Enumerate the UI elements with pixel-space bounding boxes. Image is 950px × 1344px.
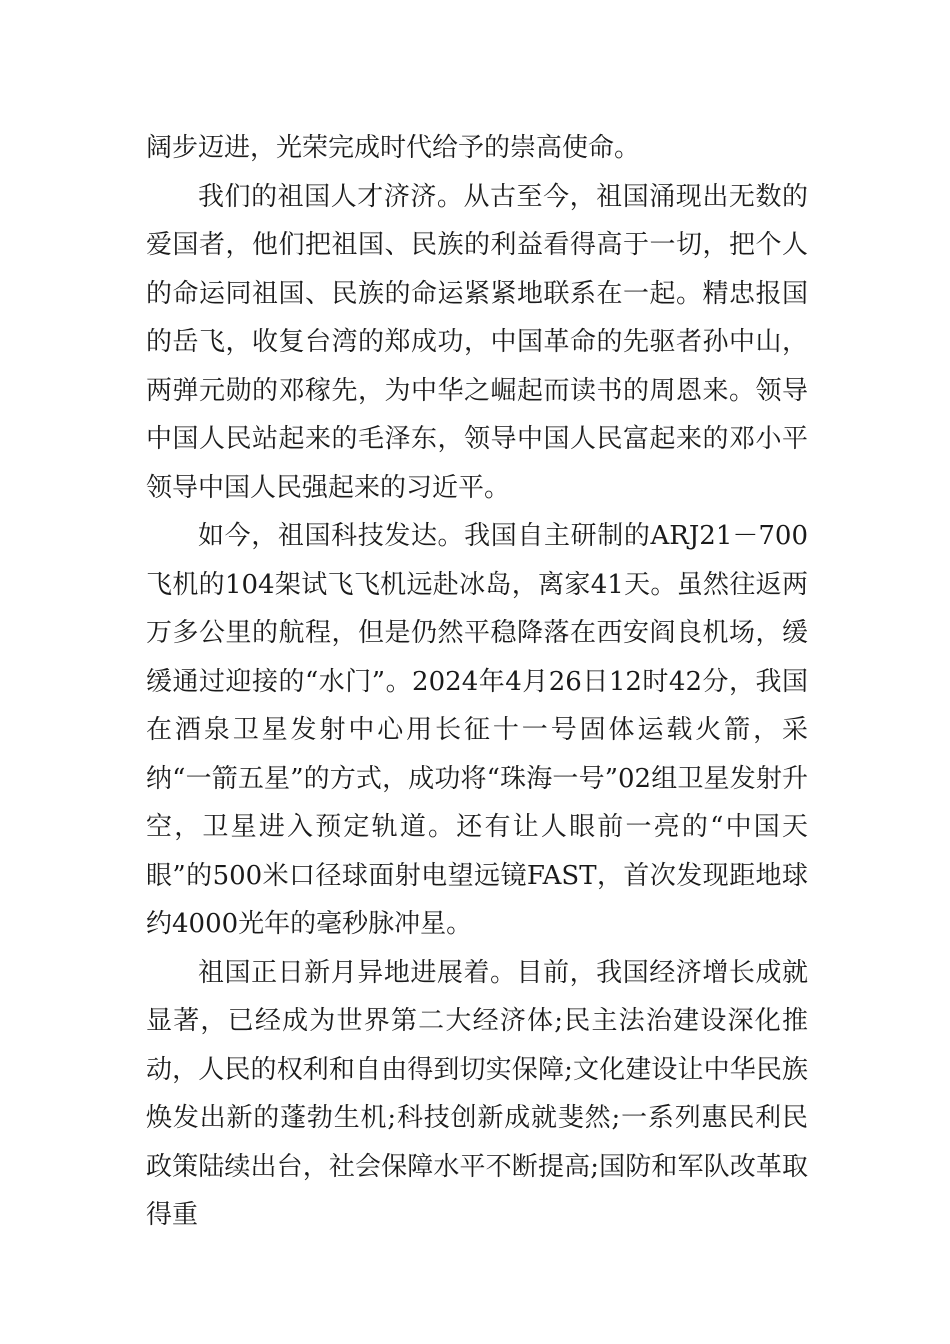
document-body	[146, 124, 808, 1240]
paragraph-talents: 我们的祖国人才济济。从古至今，祖国涌现出无数的爱国者，他们把祖国、民族的利益看得高于一切，把个人的命运同祖国、民族的命运紧紧地联系在一起。精忠报国的岳飞，收复台湾的郑成功，中国革命的先驱者孙中山，两弹元勋的邓稼先，为中华之崛起而读书的周恩来。领导中国人民站起来的毛泽东，领导中国人民富起来的邓小平领导中国人民强起来的习近平。	[146, 181, 808, 503]
paragraph-continuation: 阔步迈进，光荣完成时代给予的崇高使命。	[146, 133, 641, 163]
paragraph-development: 祖国正日新月异地进展着。目前，我国经济增长成就显著，已经成为世界第二大经济体;民主法治建设深化推动，人民的权利和自由得到切实保障;文化建设让中华民族焕发出新的蓬勃生机;科技创新成就斐然;一系列惠民利民政策陆续出台，社会保障水平不断提高;国防和军队改革取得重	[146, 957, 808, 1230]
paragraph-technology: 如今，祖国科技发达。我国自主研制的ARJ21－700飞机的104架试飞飞机远赴冰岛，离家41天。虽然往返两万多公里的航程，但是仍然平稳降落在西安阎良机场，缓缓通过迎接的“水门”。2024年4月26日12时42分，我国在酒泉卫星发射中心用长征十一号固体运载火箭，采纳“一箭五星”的方式，成功将“珠海一号”02组卫星发射升空，卫星进入预定轨道。还有让人眼前一亮的“中国天眼”的500米口径球面射电望远镜FAST，首次发现距地球约4000光年的毫秒脉冲星。	[146, 521, 808, 939]
